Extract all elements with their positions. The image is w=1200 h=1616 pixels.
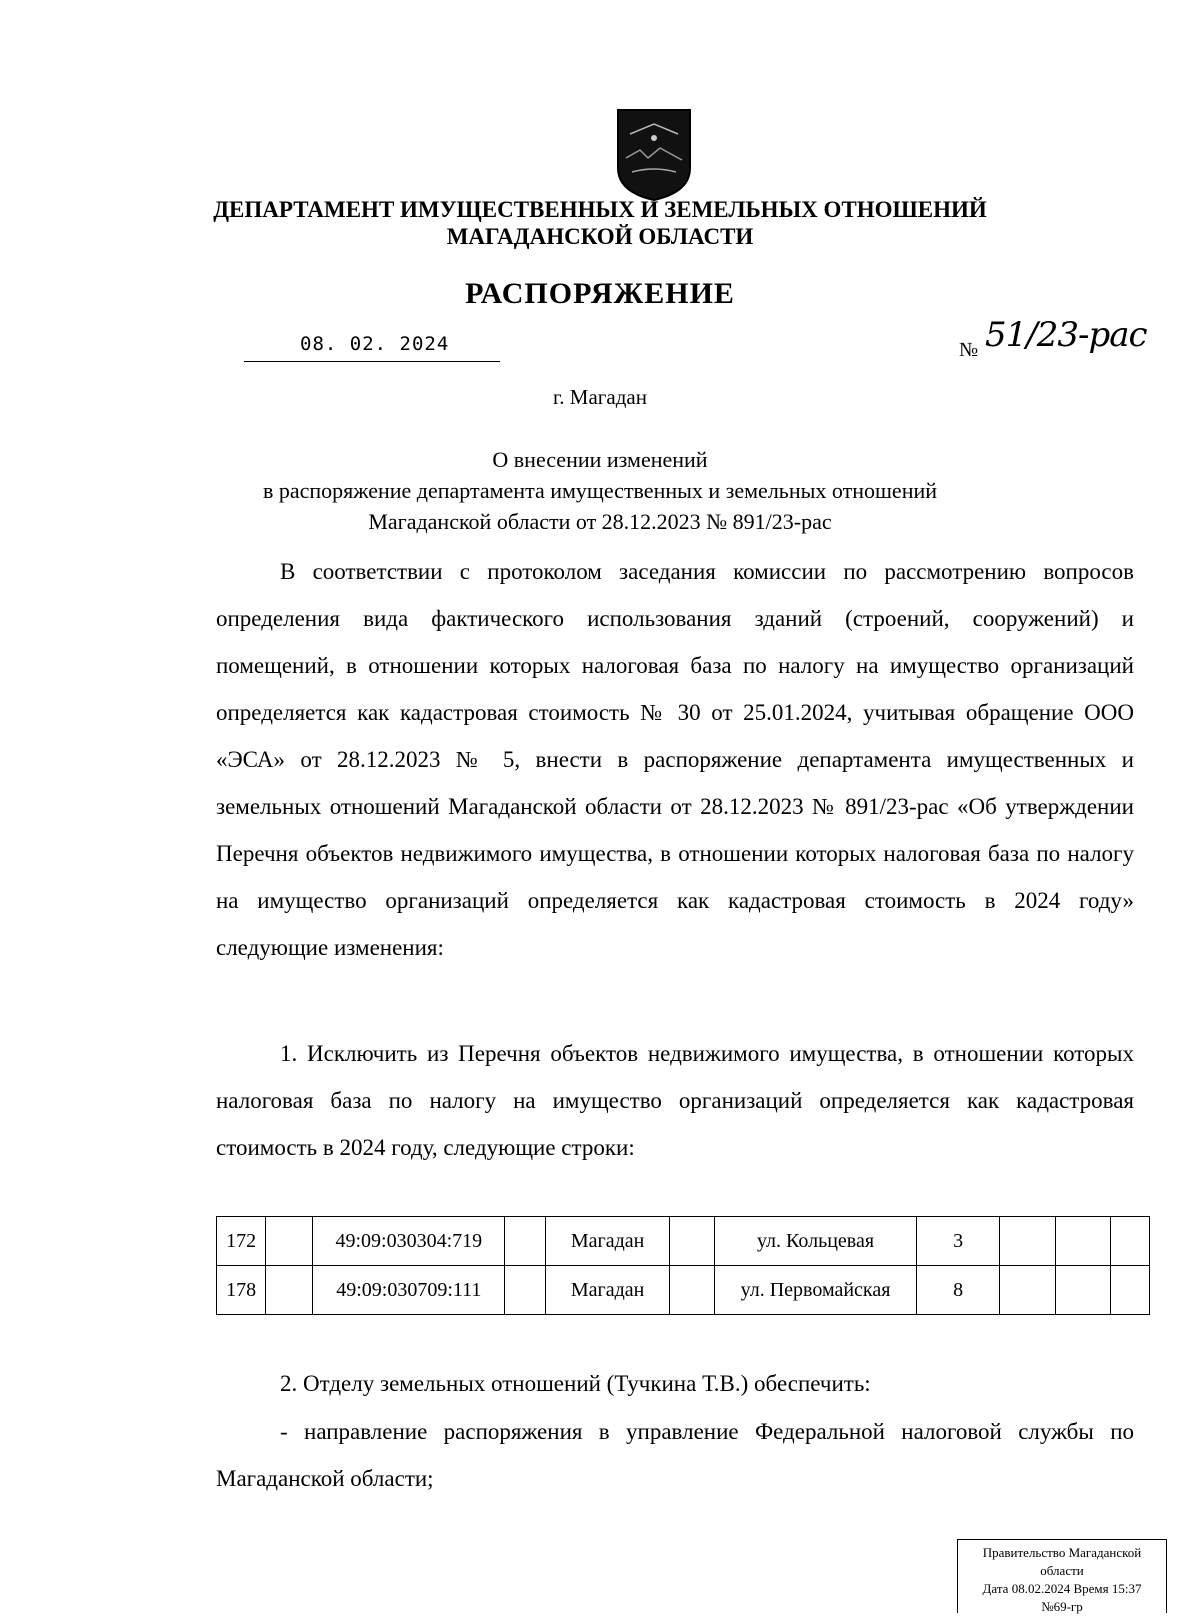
subject-line3: Магаданской области от 28.12.2023 № 891/23-рас <box>368 509 832 534</box>
empty-cell <box>669 1217 714 1266</box>
empty-cell <box>266 1217 313 1266</box>
empty-cell <box>505 1266 546 1315</box>
stamp-line1: Правительство Магаданской <box>982 1545 1142 1560</box>
stamp-line3: Дата 08.02.2024 Время 15:37 <box>982 1581 1142 1596</box>
item2-paragraph: 2. Отделу земельных отношений (Тучкина Т.В.) обеспечить: <box>280 1371 871 1396</box>
empty-cell <box>1110 1217 1149 1266</box>
department-name-line2: МАГАДАНСКОЙ ОБЛАСТИ <box>446 224 754 249</box>
table-row <box>217 1266 1150 1315</box>
cadastral-number-cell: 49:09:030709:111 <box>313 1266 505 1315</box>
row-number-cell: 178 <box>217 1266 266 1315</box>
empty-cell <box>669 1266 714 1315</box>
row-number-cell: 172 <box>217 1217 266 1266</box>
preamble-paragraph: В соответствии с протоколом заседания комиссии по рассмотрению вопросов определения вида фактического использования зданий (строений, сооружений) и помещений, в отношении которых налоговая база по налогу на имущество организаций определяется как кадастровая стоимость № 30 от 25.01.2024, учитывая обращение ООО «ЭСА» от 28.12.2023 № 5, внести в распоряжение департамента имущественных и земельных отношений Магаданской области от 28.12.2023 № 891/23-рас «Об утверждении Перечня объектов недвижимого имущества, в отношении которых налоговая база по налогу на имущество организаций определяется как кадастровая стоимость в 2024 году» следующие изменения: <box>216 559 1134 960</box>
city-cell: Магадан <box>546 1217 670 1266</box>
subject-line2: в распоряжение департамента имущественных и земельных отношений <box>262 478 938 503</box>
registration-stamp <box>957 1539 1167 1613</box>
house-cell: 8 <box>916 1266 999 1315</box>
subject-line1: О внесении изменений <box>492 447 708 472</box>
stamp-line4: №69-гр <box>1041 1599 1083 1614</box>
house-cell: 3 <box>916 1217 999 1266</box>
date-underline <box>244 361 500 362</box>
department-name-line1: ДЕПАРТАМЕНТ ИМУЩЕСТВЕННЫХ И ЗЕМЕЛЬНЫХ ОТНОШЕНИЙ <box>213 197 987 222</box>
empty-cell <box>1110 1266 1149 1315</box>
empty-cell <box>1000 1217 1055 1266</box>
empty-cell <box>1055 1217 1110 1266</box>
item1-paragraph: 1. Исключить из Перечня объектов недвижимого имущества, в отношении которых налоговая база по налогу на имущество организаций определяется как кадастровая стоимость в 2024 году, следующие строки: <box>216 1041 1134 1160</box>
document-subject <box>200 444 1000 537</box>
stamp-line2: области <box>1040 1563 1084 1578</box>
cadastral-number-cell: 49:09:030304:719 <box>313 1217 505 1266</box>
empty-cell <box>266 1266 313 1315</box>
excluded-objects-table <box>216 1216 1150 1315</box>
empty-cell <box>1055 1266 1110 1315</box>
street-cell: ул. Кольцевая <box>715 1217 917 1266</box>
document-number: 51/23-рас <box>985 315 1147 355</box>
city-of-issue: г. Магадан <box>553 385 647 409</box>
item2-subitem1-paragraph: - направление распоряжения в управление Федеральной налоговой службы по Магаданской области; <box>216 1419 1134 1491</box>
document-date: 08. 02. 2024 <box>300 333 450 355</box>
document-type-title: РАСПОРЯЖЕНИЕ <box>465 277 735 310</box>
number-sign: № <box>959 339 979 361</box>
coat-of-arms-emblem <box>616 108 692 202</box>
empty-cell <box>505 1217 546 1266</box>
street-cell: ул. Первомайская <box>715 1266 917 1315</box>
city-cell: Магадан <box>546 1266 670 1315</box>
table-row <box>217 1217 1150 1266</box>
empty-cell <box>1000 1266 1055 1315</box>
